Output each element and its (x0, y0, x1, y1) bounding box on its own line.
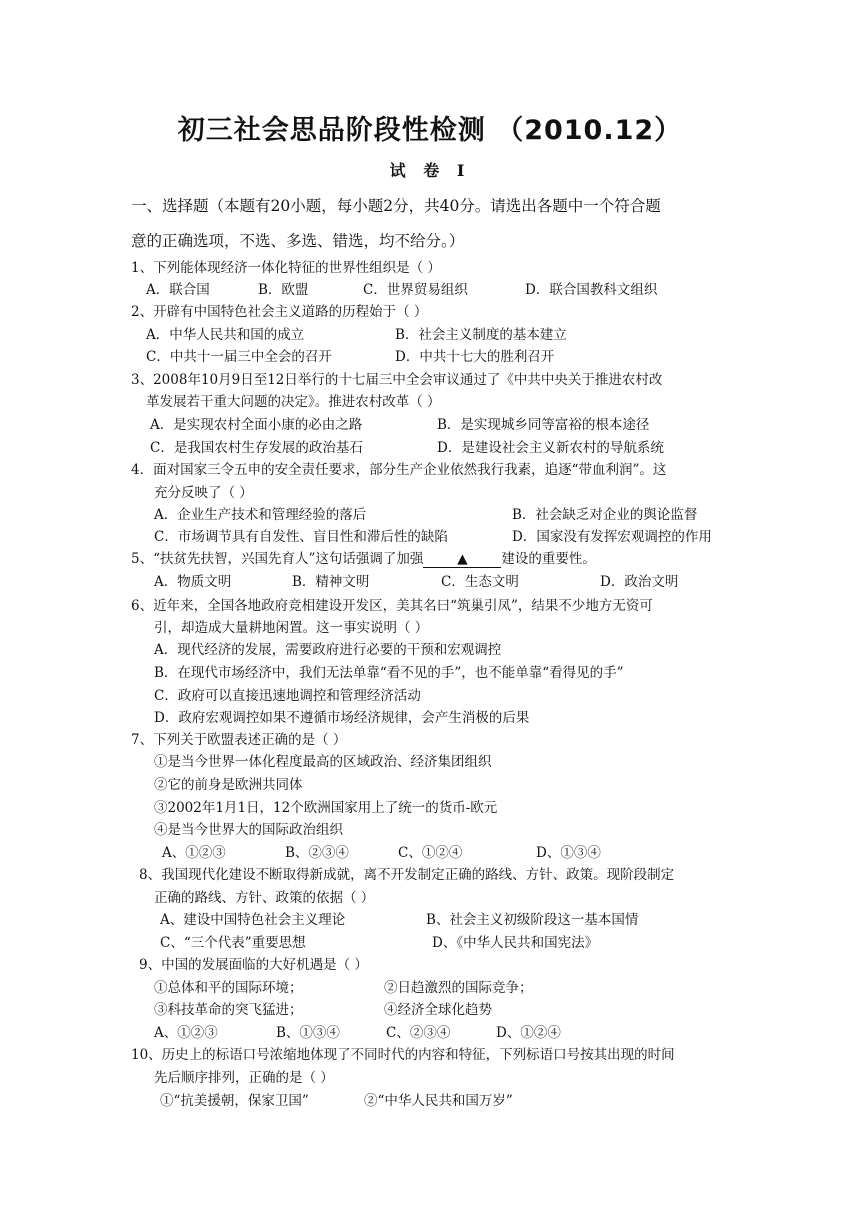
question-1-option-c: C．世界贸易组织 (363, 282, 468, 298)
question-6-option-c: C．政府可以直接迅速地调控和管理经济活动 (154, 688, 421, 704)
question-8-stem-line-1: 8、我国现代化建设不断取得新成就，离不开发制定正确的路线、方针、政策。现阶段制定 (139, 867, 675, 883)
question-8-option-b: B、社会主义初级阶段这一基本国情 (426, 912, 639, 928)
question-9-item-4: ④经济全球化趋势 (384, 1002, 492, 1018)
question-6-option-b: B．在现代市场经济中，我们无法单靠“看不见的手”，也不能单靠“看得见的手” (154, 665, 624, 681)
question-4-option-c: C．市场调节具有自发性、盲目性和滞后性的缺陷 (154, 529, 448, 545)
question-7-item-2: ②它的前身是欧洲共同体 (154, 777, 303, 793)
question-5-stem (131, 549, 596, 569)
question-3-option-b: B．是实现城乡同等富裕的根本途径 (437, 417, 650, 433)
question-7-item-3: ③2002年1月1日，12个欧洲国家用上了统一的货币-欧元 (154, 800, 498, 816)
question-9-option-c: C、②③④ (386, 1025, 451, 1041)
question-7-item-4: ④是当今世界大的国际政治组织 (154, 822, 343, 838)
question-8-stem-line-2: 正确的路线、方针、政策的依据（ ） (154, 890, 375, 906)
question-6-option-a: A．现代经济的发展，需要政府进行必要的干预和宏观调控 (154, 642, 502, 658)
question-4-stem-line-1: 4．面对国家三令五申的安全责任要求，部分生产企业依然我行我素，追逐“带血利润”。这 (131, 462, 667, 478)
question-7-option-d: D、①③④ (536, 845, 601, 861)
question-6-option-d: D．政府宏观调控如果不遵循市场经济规律，会产生消极的后果 (154, 710, 530, 726)
question-3-option-a: A．是实现农村全面小康的必由之路 (150, 417, 363, 433)
question-9-item-2: ②日趋激烈的国际竞争； (384, 980, 533, 996)
question-1-option-a: A．联合国 (146, 282, 210, 298)
question-2-option-a: A．中华人民共和国的成立 (146, 327, 305, 343)
question-4-option-a: A．企业生产技术和管理经验的落后 (154, 507, 367, 523)
question-2-option-b: B．社会主义制度的基本建立 (395, 327, 567, 343)
question-10-stem-line-2: 先后顺序排列，正确的是（ ） (154, 1070, 334, 1086)
question-7-option-c: C、①②④ (398, 845, 463, 861)
question-5-option-b: B．精神文明 (292, 574, 370, 590)
question-4-stem-line-2: 充分反映了（ ） (154, 485, 253, 501)
question-2-stem: 2、开辟有中国特色社会主义道路的历程始于（ ） (131, 304, 428, 320)
question-10-item-2: ②“中华人民共和国万岁” (364, 1093, 513, 1109)
question-9-item-3: ③科技革命的突飞猛进； (154, 1002, 303, 1018)
question-2-option-d: D．中共十七大的胜利召开 (395, 349, 555, 365)
question-6-stem-line-1: 6、近年来，全国各地政府竞相建设开发区，美其名曰“筑巢引凤”，结果不少地方无资可 (131, 598, 653, 614)
question-6-stem-line-2: 引，却造成大量耕地闲置。这一事实说明（ ） (154, 620, 429, 636)
question-5-option-d: D．政治文明 (600, 574, 679, 590)
question-7-option-b: B、②③④ (285, 845, 349, 861)
question-4-option-d: D．国家没有发挥宏观调控的作用 (512, 529, 712, 545)
section-header-line-2: 意的正确选项，不选、多选、错选，均不给分。） (131, 232, 465, 250)
question-8-option-d: D、《中华人民共和国宪法》 (432, 935, 599, 951)
question-7-option-a: A、①②③ (162, 845, 226, 861)
question-5-option-c: C．生态文明 (441, 574, 519, 590)
question-3-option-c: C．是我国农村生存发展的政治基石 (150, 440, 363, 456)
answer-blank: ▲ (423, 551, 501, 568)
page-title: 初三社会思品阶段性检测 （2010.12） (177, 115, 683, 146)
question-1-option-b: B．欧盟 (258, 282, 309, 298)
question-9-item-1: ①总体和平的国际环境； (154, 980, 303, 996)
question-2-option-c: C．中共十一届三中全会的召开 (146, 349, 332, 365)
question-8-option-c: C、“三个代表”重要思想 (160, 935, 306, 951)
question-1-stem: 1、下列能体现经济一体化特征的世界性组织是（ ） (131, 260, 441, 276)
question-10-item-1: ①“抗美援朝，保家卫国” (160, 1093, 309, 1109)
question-5-stem-after: 建设的重要性。 (501, 551, 596, 567)
question-9-option-a: A、①②③ (154, 1025, 218, 1041)
question-3-option-d: D．是建设社会主义新农村的导航系统 (437, 440, 664, 456)
question-3-stem-line-1: 3、2008年10月9日至12日举行的十七届三中全会审议通过了《中共中央关于推进农村改 (131, 372, 663, 388)
question-1-option-d: D．联合国教科文组织 (525, 282, 658, 298)
question-9-option-d: D、①②④ (496, 1025, 561, 1041)
question-8-option-a: A、建设中国特色社会主义理论 (160, 912, 346, 928)
question-5-stem-before: 5、“扶贫先扶智，兴国先育人”这句话强调了加强 (131, 551, 424, 567)
question-7-item-1: ①是当今世界一体化程度最高的区域政治、经济集团组织 (154, 754, 492, 770)
question-10-stem-line-1: 10、历史上的标语口号浓缩地体现了不同时代的内容和特征，下列标语口号按其出现的时间 (131, 1047, 675, 1063)
question-7-stem: 7、下列关于欧盟表述正确的是（ ） (131, 732, 347, 748)
question-9-stem: 9、中国的发展面临的大好机遇是（ ） (139, 957, 368, 973)
section-header-line-1: 一、选择题（本题有20小题，每小题2分，共40分。请选出各题中一个符合题 (131, 197, 661, 215)
question-9-option-b: B、①③④ (276, 1025, 340, 1041)
question-5-option-a: A．物质文明 (154, 574, 232, 590)
paper-subtitle: 试 卷 Ⅰ (389, 161, 471, 180)
question-3-stem-line-2: 革发展若干重大问题的决定》。推进农村改革（ ） (146, 394, 441, 410)
question-4-option-b: B．社会缺乏对企业的舆论监督 (512, 507, 698, 523)
